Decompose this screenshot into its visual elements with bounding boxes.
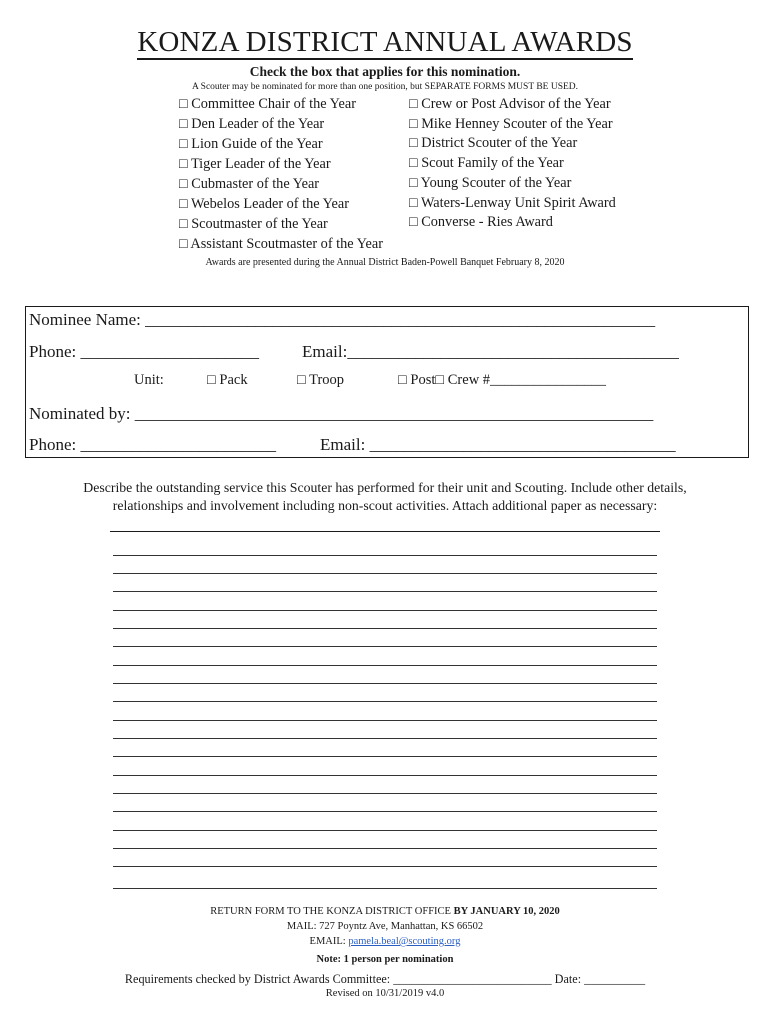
- mailing-address: MAIL: 727 Poyntz Ave, Manhattan, KS 66502: [286, 921, 484, 932]
- form-subtitle: Check the box that applies for this nomination.: [249, 64, 521, 79]
- unit-troop-checkbox[interactable]: □ Troop: [297, 372, 345, 388]
- description-line[interactable]: [113, 555, 657, 556]
- email-line: EMAIL: pamela.beal@scouting.org: [309, 936, 461, 947]
- unit-pack-checkbox[interactable]: □ Pack: [207, 372, 248, 388]
- description-line[interactable]: [113, 888, 657, 889]
- description-line[interactable]: [113, 830, 657, 831]
- multi-nomination-note: A Scouter may be nominated for more than one position, but SEPARATE FORMS MUST BE USED.: [191, 82, 579, 92]
- requirements-line[interactable]: Requirements checked by District Awards Committee: __________________________ Date: __________: [124, 972, 646, 986]
- description-line[interactable]: [113, 811, 657, 812]
- description-line[interactable]: [113, 775, 657, 776]
- award-crew-post-advisor[interactable]: □ Crew or Post Advisor of the Year: [409, 96, 611, 112]
- nominee-email-field[interactable]: Email:_______________________________________: [302, 342, 679, 361]
- description-line[interactable]: [113, 591, 657, 592]
- email-link[interactable]: pamela.beal@scouting.org: [348, 936, 461, 947]
- describe-instructions-line1: Describe the outstanding service this Scouter has performed for their unit and Scouting. Include other details,: [83, 480, 687, 495]
- award-district-scouter[interactable]: □ District Scouter of the Year: [409, 135, 578, 151]
- description-line[interactable]: [113, 628, 657, 629]
- form-title: KONZA DISTRICT ANNUAL AWARDS: [137, 26, 633, 58]
- nominator-email-field[interactable]: Email: ____________________________________: [320, 435, 676, 454]
- award-converse-ries[interactable]: □ Converse - Ries Award: [409, 214, 553, 230]
- award-webelos-leader[interactable]: □ Webelos Leader of the Year: [179, 196, 349, 212]
- description-line[interactable]: [113, 738, 657, 739]
- award-scout-family[interactable]: □ Scout Family of the Year: [409, 155, 564, 171]
- award-den-leader[interactable]: □ Den Leader of the Year: [179, 116, 325, 132]
- revision-note: Revised on 10/31/2019 v4.0: [325, 988, 445, 999]
- nominee-name-field[interactable]: Nominee Name: ____________________________________________________________: [29, 310, 656, 329]
- description-line[interactable]: [113, 665, 657, 666]
- award-young-scouter[interactable]: □ Young Scouter of the Year: [409, 175, 572, 191]
- award-mike-henney[interactable]: □ Mike Henney Scouter of the Year: [409, 116, 613, 132]
- description-line[interactable]: [113, 793, 657, 794]
- return-deadline: BY JANUARY 10, 2020: [453, 906, 560, 917]
- award-unit-spirit[interactable]: □ Waters-Lenway Unit Spirit Award: [409, 195, 616, 211]
- description-line[interactable]: [113, 646, 657, 647]
- description-line[interactable]: [113, 683, 657, 684]
- award-cubmaster[interactable]: □ Cubmaster of the Year: [179, 176, 320, 192]
- nominator-phone-field[interactable]: Phone: _______________________: [29, 435, 276, 454]
- unit-label: Unit:: [134, 372, 164, 388]
- description-line[interactable]: [113, 610, 657, 611]
- award-scoutmaster[interactable]: □ Scoutmaster of the Year: [179, 216, 328, 232]
- description-line[interactable]: [113, 756, 657, 757]
- award-tiger-leader[interactable]: □ Tiger Leader of the Year: [179, 156, 331, 172]
- nominee-phone-field[interactable]: Phone: _____________________: [29, 342, 259, 361]
- describe-instructions-line2: relationships and involvement including non-scout activities. Attach additional paper as necessary:: [112, 498, 658, 513]
- award-committee-chair[interactable]: □ Committee Chair of the Year: [179, 96, 356, 112]
- return-instructions: RETURN FORM TO THE KONZA DISTRICT OFFICE BY JANUARY 10, 2020: [210, 906, 560, 917]
- description-line[interactable]: [113, 701, 657, 702]
- banquet-note: Awards are presented during the Annual District Baden-Powell Banquet February 8, 2020: [205, 257, 565, 268]
- description-line[interactable]: [113, 848, 657, 849]
- unit-post-crew-checkbox[interactable]: □ Post□ Crew #________________: [398, 372, 607, 388]
- description-line[interactable]: [113, 573, 657, 574]
- description-line[interactable]: [113, 866, 657, 867]
- nominated-by-field[interactable]: Nominated by: _____________________________________________________________: [29, 404, 654, 423]
- description-top-rule: [110, 531, 660, 532]
- award-assistant-scoutmaster[interactable]: □ Assistant Scoutmaster of the Year: [179, 236, 384, 252]
- nomination-note: Note: 1 person per nomination: [316, 954, 454, 965]
- description-line[interactable]: [113, 720, 657, 721]
- award-lion-guide[interactable]: □ Lion Guide of the Year: [179, 136, 323, 152]
